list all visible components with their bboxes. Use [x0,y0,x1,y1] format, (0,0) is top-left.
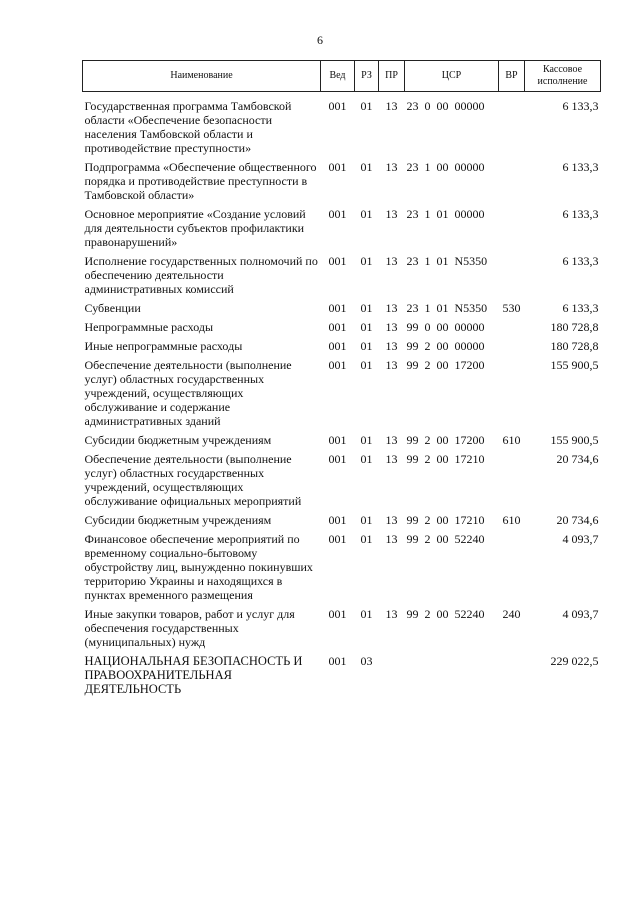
row-pr: 13 [385,301,398,315]
row-csr: 99 2 00 52240 [406,607,485,621]
row-rz: 01 [360,607,373,621]
row-rz: 01 [360,452,373,466]
row-vr: 610 [502,513,521,527]
row-csr: 99 2 00 17200 [406,433,485,447]
row-name: Обеспечение деятельности (выполнение услуг) областных государственных учреждений, осуществляющих обслуживание и содержание административных зданий [84,358,292,428]
row-name: Непрограммные расходы [84,320,214,334]
row-name: Обеспечение деятельности (выполнение услуг) областных государственных учреждений, осуществляющих обслуживание официальных мероприятий [84,452,302,508]
row-name: Подпрограмма «Обеспечение общественного порядка и противодействие преступности в Тамбовской области» [84,160,317,202]
row-vr [499,358,525,433]
row-name: Субсидии бюджетным учреждениям [84,513,272,527]
row-vr [499,207,525,254]
header-vr: ВР [499,61,525,92]
table-row [83,254,601,301]
row-pr: 13 [385,320,398,334]
row-csr: 99 0 00 00000 [406,320,485,334]
table-row [83,513,601,532]
row-ved: 001 [328,320,347,334]
table-row [83,160,601,207]
header-name: Наименование [83,61,321,92]
row-csr: 99 2 00 17200 [406,358,485,372]
row-vr: 610 [502,433,521,447]
row-amount: 229 022,5 [550,654,599,668]
table-row [83,358,601,433]
row-rz: 01 [360,254,373,268]
row-vr [499,92,525,161]
row-name: Иные непрограммные расходы [84,339,243,353]
header-ved: Вед [321,61,355,92]
row-csr: 99 2 00 52240 [406,532,485,546]
row-pr: 13 [385,207,398,221]
row-amount: 4 093,7 [562,607,599,621]
row-pr: 13 [385,339,398,353]
row-ved: 001 [328,207,347,221]
row-rz: 01 [360,207,373,221]
row-amount: 180 728,8 [550,339,599,353]
header-rz: РЗ [355,61,379,92]
header-amount: Кассовое исполнение [525,61,601,92]
row-ved: 001 [328,301,347,315]
header-pr: ПР [379,61,405,92]
row-vr [499,320,525,339]
row-ved: 001 [328,513,347,527]
row-amount: 6 133,3 [562,99,599,113]
table-row [83,433,601,452]
row-amount: 155 900,5 [550,433,599,447]
row-pr: 13 [385,358,398,372]
row-rz: 01 [360,339,373,353]
row-amount: 180 728,8 [550,320,599,334]
table-row [83,339,601,358]
row-name: Основное мероприятие «Создание условий для деятельности субъектов профилактики правонарушений» [84,207,306,249]
row-rz: 03 [360,654,373,668]
row-ved: 001 [328,339,347,353]
row-amount: 6 133,3 [562,207,599,221]
row-rz: 01 [360,433,373,447]
row-name: Финансовое обеспечение мероприятий по временному социально-бытовому обустройству лиц, вынужденно покинувших территорию Украины и находящихся в пунктах временного размещения [84,532,313,602]
table-row [83,452,601,513]
row-rz: 01 [360,301,373,315]
row-csr [405,654,499,701]
table-row [83,301,601,320]
row-vr: 530 [502,301,521,315]
row-name: НАЦИОНАЛЬНАЯ БЕЗОПАСНОСТЬ И ПРАВООХРАНИТЕЛЬНАЯ ДЕЯТЕЛЬНОСТЬ [84,654,303,696]
table-header-row [83,61,601,92]
row-ved: 001 [328,358,347,372]
row-ved: 001 [328,433,347,447]
row-name: Исполнение государственных полномочий по обеспечению деятельности административных комиссий [84,254,318,296]
row-ved: 001 [328,654,347,668]
row-ved: 001 [328,99,347,113]
row-name: Субвенции [84,301,141,315]
row-ved: 001 [328,607,347,621]
row-pr: 13 [385,607,398,621]
row-pr: 13 [385,452,398,466]
budget-execution-table [82,60,601,701]
row-ved: 001 [328,452,347,466]
row-rz: 01 [360,532,373,546]
row-name: Субсидии бюджетным учреждениям [84,433,272,447]
row-vr [499,532,525,607]
row-ved: 001 [328,254,347,268]
row-amount: 20 734,6 [556,513,599,527]
table-row [83,654,601,701]
row-csr: 99 2 00 17210 [406,513,485,527]
row-csr: 23 1 00 00000 [406,160,485,174]
row-pr: 13 [385,99,398,113]
table-row [83,320,601,339]
row-pr [379,654,405,701]
row-rz: 01 [360,358,373,372]
row-csr: 23 0 00 00000 [406,99,485,113]
row-pr: 13 [385,532,398,546]
row-pr: 13 [385,160,398,174]
row-name: Иные закупки товаров, работ и услуг для обеспечения государственных (муниципальных) нужд [84,607,295,649]
row-ved: 001 [328,160,347,174]
row-amount: 20 734,6 [556,452,599,466]
row-vr [499,254,525,301]
row-vr [499,452,525,513]
row-vr [499,339,525,358]
row-rz: 01 [360,99,373,113]
table-row [83,532,601,607]
row-amount: 6 133,3 [562,301,599,315]
table-row [83,607,601,654]
row-pr: 13 [385,513,398,527]
row-vr [499,654,525,701]
table-row [83,207,601,254]
row-rz: 01 [360,513,373,527]
row-ved: 001 [328,532,347,546]
row-rz: 01 [360,320,373,334]
row-csr: 23 1 01 N5350 [406,254,488,268]
row-csr: 23 1 01 00000 [406,207,485,221]
row-amount: 155 900,5 [550,358,599,372]
row-pr: 13 [385,433,398,447]
row-csr: 23 1 01 N5350 [406,301,488,315]
row-pr: 13 [385,254,398,268]
row-vr: 240 [502,607,521,621]
page-number: 6 [317,33,323,47]
row-rz: 01 [360,160,373,174]
table-row [83,92,601,161]
row-csr: 99 2 00 00000 [406,339,485,353]
row-csr: 99 2 00 17210 [406,452,485,466]
row-amount: 4 093,7 [562,532,599,546]
table-body [83,92,601,702]
row-amount: 6 133,3 [562,254,599,268]
row-amount: 6 133,3 [562,160,599,174]
header-csr: ЦСР [405,61,499,92]
row-vr [499,160,525,207]
row-name: Государственная программа Тамбовской области «Обеспечение безопасности населения Тамбовской области и противодействие преступности» [84,99,292,155]
